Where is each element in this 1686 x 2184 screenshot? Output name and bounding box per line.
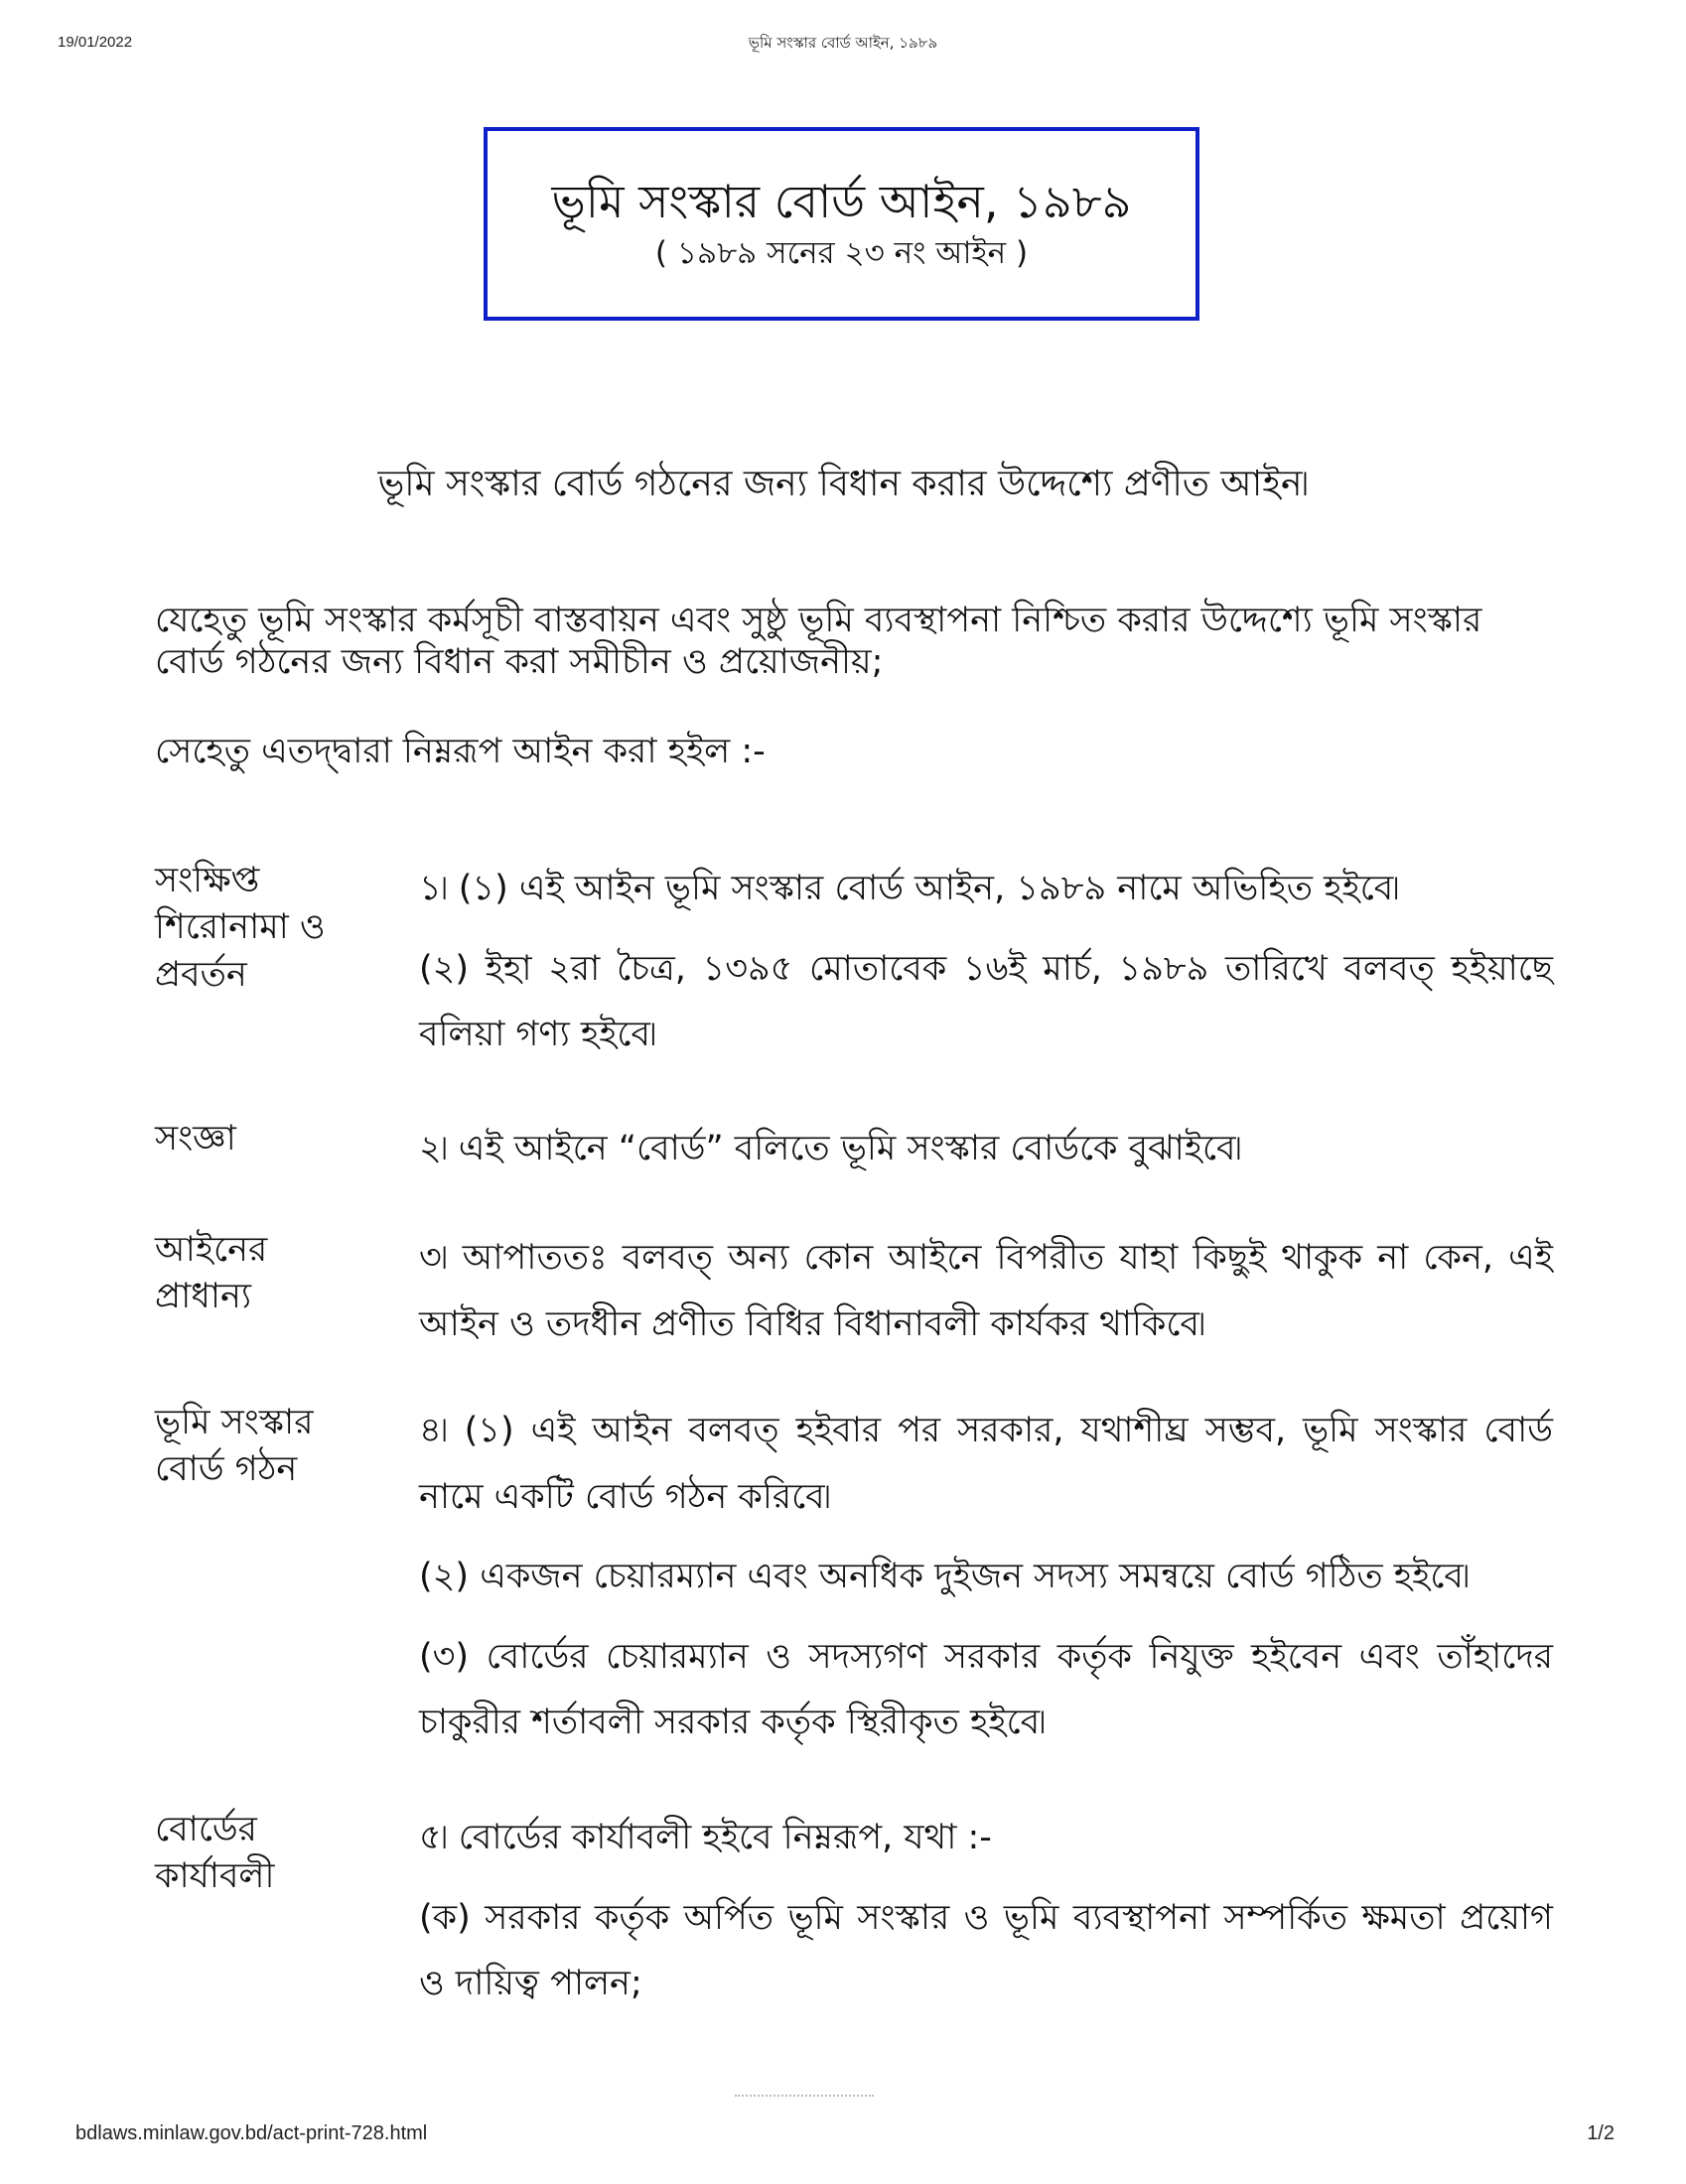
- section-4-para-1: ৪৷ (১) এই আইন বলবত্‍ হইবার পর সরকার, যথাশীঘ্র সম্ভব, ভূমি সংস্কার বোর্ড নামে একটি বোর্ড গঠন করিবে৷: [419, 1411, 1553, 1517]
- section-1-margin-note: সংক্ষিপ্ত শিরোনামা ও প্রবর্তন: [155, 861, 326, 995]
- section-1-para-2: (২) ইহা ২রা চৈত্র, ১৩৯৫ মোতাবেক ১৬ই মার্চ, ১৯৮৯ তারিখে বলবত্‍ হইয়াছে বলিয়া গণ্য হইবে৷: [419, 948, 1553, 1054]
- act-number: ( ১৯৮৯ সনের ২৩ নং আইন ): [654, 234, 1029, 271]
- print-date: 19/01/2022: [58, 34, 133, 51]
- section-5-para-2: (ক) সরকার কর্তৃক অর্পিত ভূমি সংস্কার ও ভূমি ব্যবস্থাপনা সম্পর্কিত ক্ষমতা প্রয়োগ ও দায়িত্ব পালন;: [419, 1897, 1553, 2003]
- enacting-clause: সেহেতু এতদ্দ্বারা নিম্নরূপ আইন করা হইল :-: [155, 732, 766, 771]
- act-purpose: ভূমি সংস্কার বোর্ড গঠনের জন্য বিধান করার উদ্দেশ্যে প্রণীত আইন৷: [377, 464, 1309, 504]
- section-4-para-3: (৩) বোর্ডের চেয়ারম্যান ও সদস্যগণ সরকার কর্তৃক নিযুক্ত হইবেন এবং তাঁহাদের চাকুরীর শর্তাবলী সরকার কর্তৃক স্থিরীকৃত হইবে৷: [419, 1636, 1553, 1742]
- page-number: 1/2: [1587, 2122, 1615, 2144]
- page-break-marker: [735, 2095, 874, 2103]
- whereas-clause: যেহেতু ভূমি সংস্কার কর্মসূচী বাস্তবায়ন এবং সুষ্ঠু ভূমি ব্যবস্থাপনা নিশ্চিত করার উদ্দেশ্যে ভূমি সংস্কার বোর্ড গঠনের জন্য বিধান করা সমীচীন ও প্রয়োজনীয়;: [155, 601, 1482, 682]
- section-4-margin-note: ভূমি সংস্কার বোর্ড গঠন: [155, 1403, 314, 1490]
- act-title-box: [484, 127, 1199, 321]
- act-title: ভূমি সংস্কার বোর্ড আইন, ১৯৮৯: [551, 174, 1132, 228]
- section-4-body: [419, 1398, 1553, 1756]
- section-1-body: [419, 856, 1553, 1068]
- section-1-para-1: ১৷ (১) এই আইন ভূমি সংস্কার বোর্ড আইন, ১৯৮৯ নামে অভিহিত হইবে৷: [419, 869, 1400, 908]
- print-header-title: ভূমি সংস্কার বোর্ড আইন, ১৯৮৯: [748, 34, 938, 52]
- section-2-para-1: ২৷ এই আইনে “বোর্ড” বলিতে ভূমি সংস্কার বোর্ডকে বুঝাইবে৷: [419, 1129, 1242, 1168]
- section-5-margin-note: বোর্ডের কার্যাবলী: [155, 1810, 275, 1897]
- section-3-margin-note: আইনের প্রাধান্য: [155, 1230, 268, 1317]
- section-2-body: [419, 1116, 1553, 1182]
- section-3-para-1: ৩৷ আপাততঃ বলবত্‍ অন্য কোন আইনে বিপরীত যাহা কিছুই থাকুক না কেন, এই আইন ও তদধীন প্রণীত বিধির বিধানাবলী কার্যকর থাকিবে৷: [419, 1238, 1553, 1344]
- section-3-body: [419, 1225, 1553, 1357]
- section-4-para-2: (২) একজন চেয়ারম্যান এবং অনধিক দুইজন সদস্য সমন্বয়ে বোর্ড গঠিত হইবে৷: [419, 1557, 1470, 1596]
- section-2-margin-note: সংজ্ঞা: [155, 1119, 236, 1159]
- section-5-body: [419, 1805, 1553, 2017]
- footer-url: bdlaws.minlaw.gov.bd/act-print-728.html: [75, 2122, 428, 2144]
- section-5-para-1: ৫৷ বোর্ডের কার্যাবলী হইবে নিম্নরূপ, যথা :-: [419, 1818, 992, 1857]
